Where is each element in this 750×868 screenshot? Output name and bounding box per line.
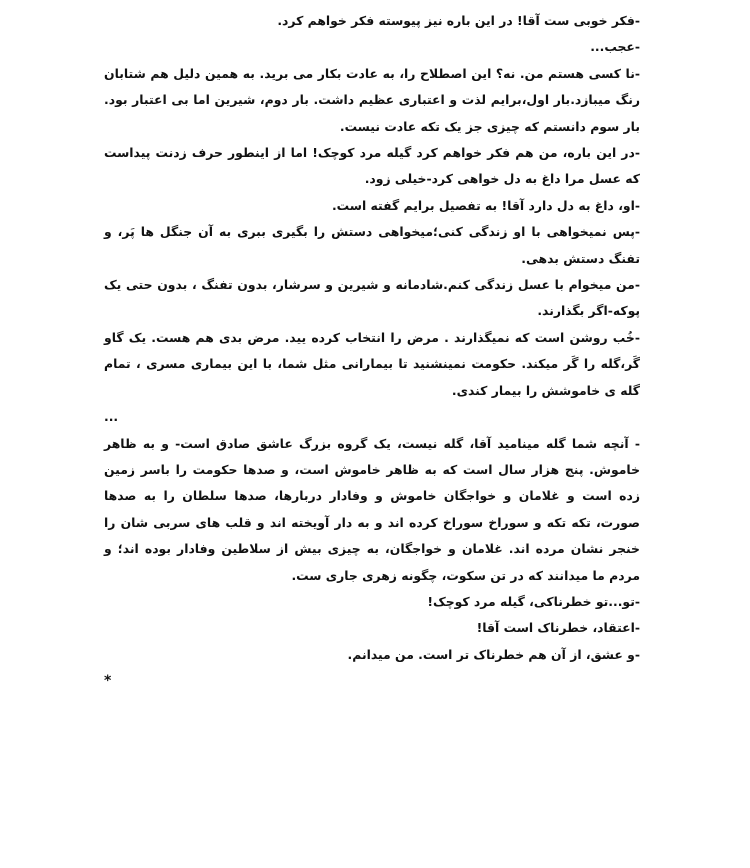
paragraph-4: -در این باره، من هم فکر خواهم کرد گیله مرد کوچک! اما از اینطور حرف زدنت پیداست که عسل مرا داغ به دل خواهی کرد-خیلی زود. (104, 145, 640, 187)
paragraph-3: -نا کسی هستم من. نه؟ این اصطلاح را، به عادت بکار می برید. به همین دلیل هم شتابان رنگ میبازد.بار اول،برایم لذت و اعتباری عظیم داشت. بار دوم، شیرین اما بی اعتبار بود. بار سوم دانستم که چیزی جز یک تکه عادت نیست. (104, 65, 640, 134)
paragraph-9: - آنچه شما گله مینامید آقا، گله نیست، یک گروه بزرگ عاشق صادق است- و به ظاهر خاموش. پنج هزار سال است که به ظاهر خاموش است، و صدها حکومت را باسر زمین زده است و غلامان و خواجگان خاموش و وفادار دربارها، صدها سلطان را به صدها صورت، تکه تکه و سوراخ سوراخ کرده اند و به دار آویخته اند و قلب های سربی شان را خنجر نشان مرده اند. غلامان و خواجگان، به چیزی بیش از سلاطین وفادار بوده اند؛ و مردم ما میدانند که در تن سکوت، چگونه زهری جاری ست. (104, 435, 640, 583)
end-mark: * (104, 673, 112, 690)
paragraph-11: -اعتقاد، خطرناک است آقا! (476, 620, 640, 636)
paragraph-6: -پس نمیخواهی با او زندگی کنی؛میخواهی دستش را بگیری ببری به آن جنگل ها پَر، و تفنگ دستش بدهی. (104, 224, 640, 266)
paragraph-10: -تو...تو خطرناکی، گیله مرد کوچک! (427, 593, 640, 609)
paragraph-8: -خُب روشن است که نمیگذارند . مرض را انتخاب کرده یید. مرض بدی هم هست. یک گاو گَر،گله را گَر میکند. حکومت نمینشنید تا بیمارانی مثل شما، با این بیماری مسری ، تمام گله ی خاموشش را بیمار کندی. (104, 329, 640, 398)
paragraph-7: -من میخوام با عسل زندگی کنم.شادمانه و شیرین و سرشار، بدون تفنگ ، بدون حتی یک پوکه-اگر بگذارند. (104, 277, 640, 319)
section-ellipsis: ... (104, 409, 119, 425)
paragraph-2: -عجب... (590, 39, 640, 55)
paragraph-5: -او، داغ به دل دارد آقا! به تفصیل برایم گفته است. (331, 197, 640, 213)
document-body (104, 8, 640, 695)
paragraph-12: -و عشق، از آن هم خطرناک تر است. من میدانم. (347, 646, 640, 662)
paragraph-1: -فکر خوبی ست آقا! در این باره نیز پیوسته فکر خواهم کرد. (277, 13, 640, 28)
